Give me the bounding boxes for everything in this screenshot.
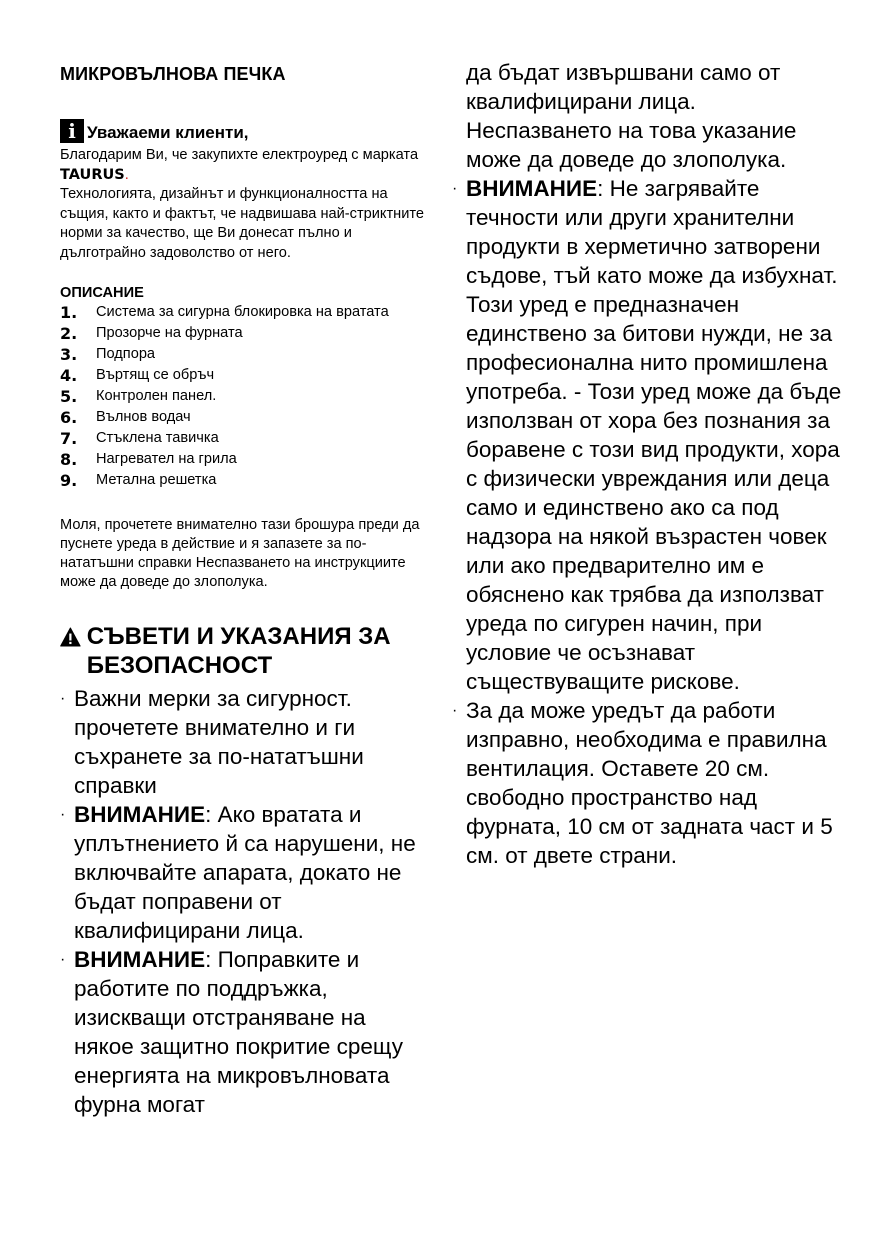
item-label: Метална решетка <box>96 472 217 488</box>
safety-list <box>60 684 430 1119</box>
bullet: · <box>60 951 66 968</box>
warning-label: ВНИМАНИЕ <box>466 176 598 201</box>
safety-list-continued <box>452 174 847 870</box>
item-number: 8. <box>60 450 78 469</box>
safety-item-text: : Поправките и работите по поддръжка, изискващи отстраняване на някое защитно покритие срещу енергията на микровълновата фурна могат <box>74 947 403 1117</box>
safety-item-continuation: да бъдат извършвани само от квалифицирани лица. Неспазването на това указание може да доведе до злополука. <box>466 60 797 172</box>
safety-item <box>452 696 847 870</box>
description-list <box>60 303 430 490</box>
greeting-title: Уважаеми клиенти, <box>87 122 249 142</box>
safety-item <box>452 174 847 696</box>
warning-icon <box>60 623 81 651</box>
item-number: 6. <box>60 408 78 427</box>
item-label: Подпора <box>96 346 156 362</box>
greeting-body: Технологията, дизайнът и функционалността на същия, както и фактът, че надвишава най-стриктните норми за качество, ще Ви донесат пълно и дълготрайно задоволство от него. <box>60 186 424 261</box>
list-item <box>60 387 430 406</box>
read-instructions-note: Моля, прочетете внимателно тази брошура преди да пуснете уреда в действие и я запазете за по-нататъшни справки Неспазването на инструкциите може да доведе до злополука. <box>60 517 420 590</box>
safety-item-text: Важни мерки за сигурност. прочетете внимателно и ги съхранете за по-нататъшни справки <box>74 686 364 798</box>
item-label: Прозорче на фурната <box>96 325 243 341</box>
item-number: 5. <box>60 387 78 406</box>
safety-item-text: : Не загрявайте течности или други хранителни продукти в херметично затворени съдове, тъй като може да избухнат. <box>466 176 838 288</box>
left-column <box>60 64 430 1119</box>
list-item <box>60 429 430 448</box>
list-item <box>60 366 430 385</box>
document-title: МИКРОВЪЛНОВА ПЕЧКА <box>60 64 286 84</box>
item-label: Нагревател на грила <box>96 451 237 467</box>
item-number: 2. <box>60 324 78 343</box>
item-number: 4. <box>60 366 78 385</box>
greeting-thanks-text: Благодарим Ви, че закупихте електроуред с марката <box>60 147 419 163</box>
bullet: · <box>60 806 66 823</box>
list-item <box>60 471 430 490</box>
item-label: Контролен панел. <box>96 388 217 404</box>
bullet: · <box>452 702 458 719</box>
item-label: Въртящ се обръч <box>96 367 215 383</box>
list-item <box>60 324 430 343</box>
item-label: Система за сигурна блокировка на вратата <box>96 304 389 320</box>
brand-dot: . <box>124 166 129 183</box>
bullet: · <box>60 690 66 707</box>
greeting-header <box>60 119 430 146</box>
item-label: Вълнов водач <box>96 409 191 425</box>
right-column <box>452 58 847 870</box>
item-number: 7. <box>60 429 78 448</box>
brand-name: TAURUS <box>60 166 125 183</box>
warning-label: ВНИМАНИЕ <box>74 947 206 972</box>
info-icon: i <box>60 119 84 143</box>
item-label: Стъклена тавичка <box>96 430 219 446</box>
item-number: 3. <box>60 345 78 364</box>
bullet: · <box>452 180 458 197</box>
safety-heading <box>60 622 430 680</box>
list-item <box>60 345 430 364</box>
description-heading: ОПИСАНИЕ <box>60 285 144 301</box>
greeting-thanks <box>60 146 430 185</box>
warning-label: ВНИМАНИЕ <box>74 802 206 827</box>
safety-item <box>60 945 430 1119</box>
safety-item <box>60 684 430 800</box>
list-item <box>60 303 430 322</box>
list-item <box>60 408 430 427</box>
item-number: 1. <box>60 303 78 322</box>
item-number: 9. <box>60 471 78 490</box>
safety-title: СЪВЕТИ И УКАЗАНИЯ ЗА БЕЗОПАСНОСТ <box>86 623 391 679</box>
safety-item-text: : Ако вратата и уплътнението й са нарушени, не включвайте апарата, докато не бъдат поправени от квалифицирани лица. <box>74 802 416 943</box>
safety-item-extra: Този уред е предназначен единствено за битови нужди, не за професионална нито промишлена употреба. - Този уред може да бъде използван от хора без познания за боравене с този вид продукти, хора с физически увреждания или деца само и единствено ако са под надзора на някой възрастен човек или ако предварително им е обяснено как трябва да използват уреда по сигурен начин, при условие че осъзнават съществуващите рискове. <box>466 292 842 694</box>
safety-item <box>60 800 430 945</box>
list-item <box>60 450 430 469</box>
safety-item-text: За да може уредът да работи изправно, необходима е правилна вентилация. Оставете 20 см. свободно пространство над фурната, 10 см от задната част и 5 см. от двете страни. <box>466 698 833 868</box>
